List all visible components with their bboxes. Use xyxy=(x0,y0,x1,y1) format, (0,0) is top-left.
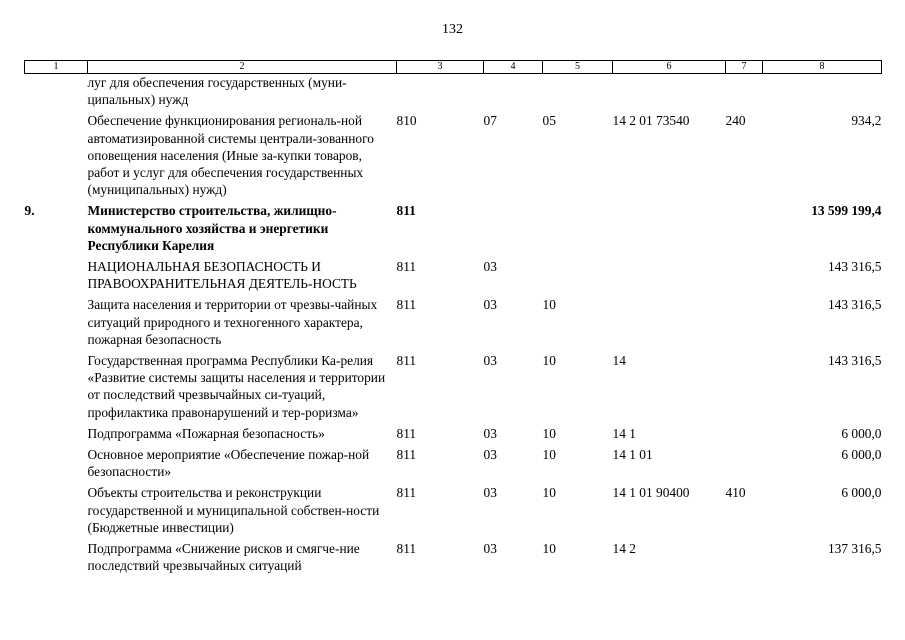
row-number-cell xyxy=(25,480,88,536)
column-header: 4 xyxy=(484,61,543,74)
section-code-cell xyxy=(484,198,543,254)
amount-cell: 137 316,5 xyxy=(827,541,882,557)
table-row xyxy=(25,254,882,292)
amount-cell: 6 000,0 xyxy=(841,425,882,441)
target-article-code-cell: 14 1 01 90400 xyxy=(612,485,690,501)
table-body xyxy=(25,74,882,575)
column-header: 2 xyxy=(88,61,397,74)
amount-cell xyxy=(763,74,882,109)
amount-cell: 13 599 199,4 xyxy=(811,203,882,219)
row-number-cell xyxy=(25,108,88,198)
ministry-code-cell: 810 xyxy=(396,113,417,129)
subsection-code-cell: 05 xyxy=(542,113,556,129)
ministry-code-cell: 811 xyxy=(396,353,417,369)
column-header: 1 xyxy=(25,61,88,74)
row-number-cell xyxy=(25,536,88,574)
item-name-cell: Подпрограмма «Пожарная безопасность» xyxy=(87,425,325,441)
section-code-cell: 07 xyxy=(483,113,497,129)
section-code-cell: 03 xyxy=(483,485,497,501)
row-number-cell xyxy=(25,74,88,109)
item-name-cell: Защита населения и территории от чрезвы-чайных ситуаций природного и техногенного характера, пожарная безопасность xyxy=(87,297,378,347)
row-number-cell xyxy=(25,348,88,421)
subsection-code-cell: 10 xyxy=(542,541,556,557)
column-header: 3 xyxy=(397,61,484,74)
target-article-code-cell xyxy=(613,74,726,109)
table-row xyxy=(25,108,882,198)
expense-type-code-cell xyxy=(726,254,763,292)
amount-cell: 143 316,5 xyxy=(827,259,882,275)
ministry-code-cell: 811 xyxy=(396,297,417,313)
section-code-cell xyxy=(484,74,543,109)
table-row xyxy=(25,198,882,254)
column-header: 6 xyxy=(613,61,726,74)
column-header: 8 xyxy=(763,61,882,74)
expense-type-code-cell: 240 xyxy=(725,113,746,129)
section-code-cell: 03 xyxy=(483,447,497,463)
section-code-cell: 03 xyxy=(483,541,497,557)
ministry-code-cell xyxy=(397,74,484,109)
amount-cell: 6 000,0 xyxy=(841,485,882,501)
ministry-code-cell: 811 xyxy=(396,541,417,557)
subsection-code-cell xyxy=(543,254,613,292)
subsection-code-cell xyxy=(543,74,613,109)
table-row xyxy=(25,480,882,536)
subsection-code-cell: 10 xyxy=(542,485,556,501)
amount-cell: 934,2 xyxy=(851,113,882,129)
target-article-code-cell: 14 xyxy=(612,353,626,369)
column-header: 7 xyxy=(726,61,763,74)
ministry-code-cell: 811 xyxy=(396,447,417,463)
ministry-code-cell: 811 xyxy=(396,485,417,501)
target-article-code-cell: 14 1 xyxy=(612,425,636,441)
section-code-cell: 03 xyxy=(483,259,497,275)
subsection-code-cell: 10 xyxy=(542,447,556,463)
expense-type-code-cell xyxy=(726,348,763,421)
row-number-cell xyxy=(25,442,88,480)
item-name-cell: Объекты строительства и реконструкции государственной и муниципальной собствен-ности (Бюджетные инвестиции) xyxy=(87,485,380,535)
subsection-code-cell xyxy=(543,198,613,254)
expense-type-code-cell xyxy=(726,442,763,480)
ministry-code-cell: 811 xyxy=(396,425,417,441)
subsection-code-cell: 10 xyxy=(542,353,556,369)
amount-cell: 143 316,5 xyxy=(827,297,882,313)
expense-type-code-cell xyxy=(726,198,763,254)
table-row xyxy=(25,292,882,348)
amount-cell: 143 316,5 xyxy=(827,353,882,369)
table-row xyxy=(25,421,882,442)
row-number-cell xyxy=(25,292,88,348)
subsection-code-cell: 10 xyxy=(542,425,556,441)
amount-cell: 6 000,0 xyxy=(841,447,882,463)
item-name-cell: Министерство строительства, жилищно-коммунального хозяйства и энергетики Республики Карелия xyxy=(87,203,337,253)
table-row xyxy=(25,442,882,480)
target-article-code-cell: 14 2 xyxy=(612,541,636,557)
item-name-cell: Основное мероприятие «Обеспечение пожар-ной безопасности» xyxy=(87,447,370,480)
row-number-cell xyxy=(25,254,88,292)
item-name-cell: НАЦИОНАЛЬНАЯ БЕЗОПАСНОСТЬ И ПРАВООХРАНИТЕЛЬНАЯ ДЕЯТЕЛЬ-НОСТЬ xyxy=(87,259,357,292)
section-code-cell: 03 xyxy=(483,297,497,313)
ministry-code-cell: 811 xyxy=(396,259,417,275)
target-article-code-cell: 14 2 01 73540 xyxy=(612,113,690,129)
table-row xyxy=(25,348,882,421)
expense-type-code-cell xyxy=(726,536,763,574)
target-article-code-cell: 14 1 01 xyxy=(612,447,653,463)
expense-type-code-cell: 410 xyxy=(725,485,746,501)
item-name-cell: Обеспечение функционирования региональ-ной автоматизированной системы централи-зованного оповещения населения (Иные за-купки товаров, работ и услуг для обеспечения государственных (муниципальных) нужд) xyxy=(87,113,374,198)
column-number-row xyxy=(25,61,882,74)
subsection-code-cell: 10 xyxy=(542,297,556,313)
table-row xyxy=(25,74,882,109)
expense-type-code-cell xyxy=(726,74,763,109)
expense-type-code-cell xyxy=(726,292,763,348)
item-name-cell: Подпрограмма «Снижение рисков и смягче-ние последствий чрезвычайных ситуаций xyxy=(87,541,360,574)
column-header: 5 xyxy=(543,61,613,74)
item-name-cell: луг для обеспечения государственных (муни-ципальных) нужд xyxy=(87,75,347,108)
section-code-cell: 03 xyxy=(483,425,497,441)
page-number: 132 xyxy=(442,22,463,37)
target-article-code-cell xyxy=(613,198,726,254)
target-article-code-cell xyxy=(613,254,726,292)
expense-type-code-cell xyxy=(726,421,763,442)
table-row xyxy=(25,536,882,574)
budget-table xyxy=(24,60,882,574)
row-number-cell: 9. xyxy=(24,203,35,219)
target-article-code-cell xyxy=(613,292,726,348)
section-code-cell: 03 xyxy=(483,353,497,369)
row-number-cell xyxy=(25,421,88,442)
item-name-cell: Государственная программа Республики Ка-релия «Развитие системы защиты населения и территории от последствий чрезвычайных си-туаций, профилактика правонарушений и тер-роризма» xyxy=(87,353,386,420)
ministry-code-cell: 811 xyxy=(396,203,416,219)
